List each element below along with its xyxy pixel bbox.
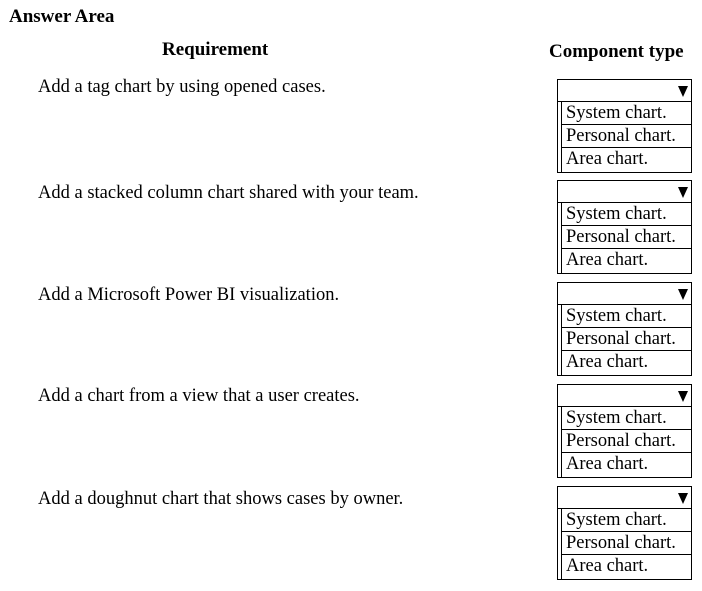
option-personal-chart[interactable]: Personal chart. [562,430,691,453]
dropdown-select-box-1[interactable] [558,80,691,102]
option-system-chart[interactable]: System chart. [562,102,691,125]
dropdown-options-list-5 [561,509,691,579]
option-personal-chart[interactable]: Personal chart. [562,125,691,148]
option-area-chart[interactable]: Area chart. [566,352,649,372]
option-system-chart[interactable]: System chart. [562,305,691,328]
requirement-text-5: Add a doughnut chart that shows cases by owner. [38,489,404,509]
dropdown-arrow-icon[interactable] [678,289,688,300]
option-personal-chart[interactable]: Personal chart. [562,226,691,249]
dropdown-select-box-5[interactable] [558,487,691,509]
dropdown-options-list-4 [561,407,691,477]
component-type-dropdown-1 [557,79,692,173]
dropdown-options-list-2 [561,203,691,273]
requirement-text-1: Add a tag chart by using opened cases. [38,77,326,97]
option-area-chart[interactable]: Area chart. [566,250,649,270]
option-area-chart[interactable]: Area chart. [566,454,649,474]
requirement-text-3: Add a Microsoft Power BI visualization. [38,285,340,305]
option-system-chart[interactable]: System chart. [562,407,691,430]
option-system-chart[interactable]: System chart. [562,203,691,226]
option-area-chart[interactable]: Area chart. [566,556,649,576]
option-area-chart[interactable]: Area chart. [566,149,649,169]
dropdown-arrow-icon[interactable] [678,86,688,97]
component-type-dropdown-5 [557,486,692,580]
requirement-text-4: Add a chart from a view that a user creates. [38,386,360,406]
requirement-text-2: Add a stacked column chart shared with your team. [38,183,419,203]
dropdown-select-box-2[interactable] [558,181,691,203]
dropdown-options-list-1 [561,102,691,172]
dropdown-arrow-icon[interactable] [678,391,688,402]
component-type-dropdown-4 [557,384,692,478]
dropdown-select-box-4[interactable] [558,385,691,407]
dropdown-options-list-3 [561,305,691,375]
option-system-chart[interactable]: System chart. [562,509,691,532]
dropdown-arrow-icon[interactable] [678,493,688,504]
requirement-column-header: Requirement [162,39,269,60]
component-type-column-header: Component type [549,41,684,62]
component-type-dropdown-2 [557,180,692,274]
component-type-dropdown-3 [557,282,692,376]
dropdown-arrow-icon[interactable] [678,187,688,198]
option-personal-chart[interactable]: Personal chart. [562,328,691,351]
option-personal-chart[interactable]: Personal chart. [562,532,691,555]
dropdown-select-box-3[interactable] [558,283,691,305]
answer-area-title: Answer Area [9,6,115,27]
